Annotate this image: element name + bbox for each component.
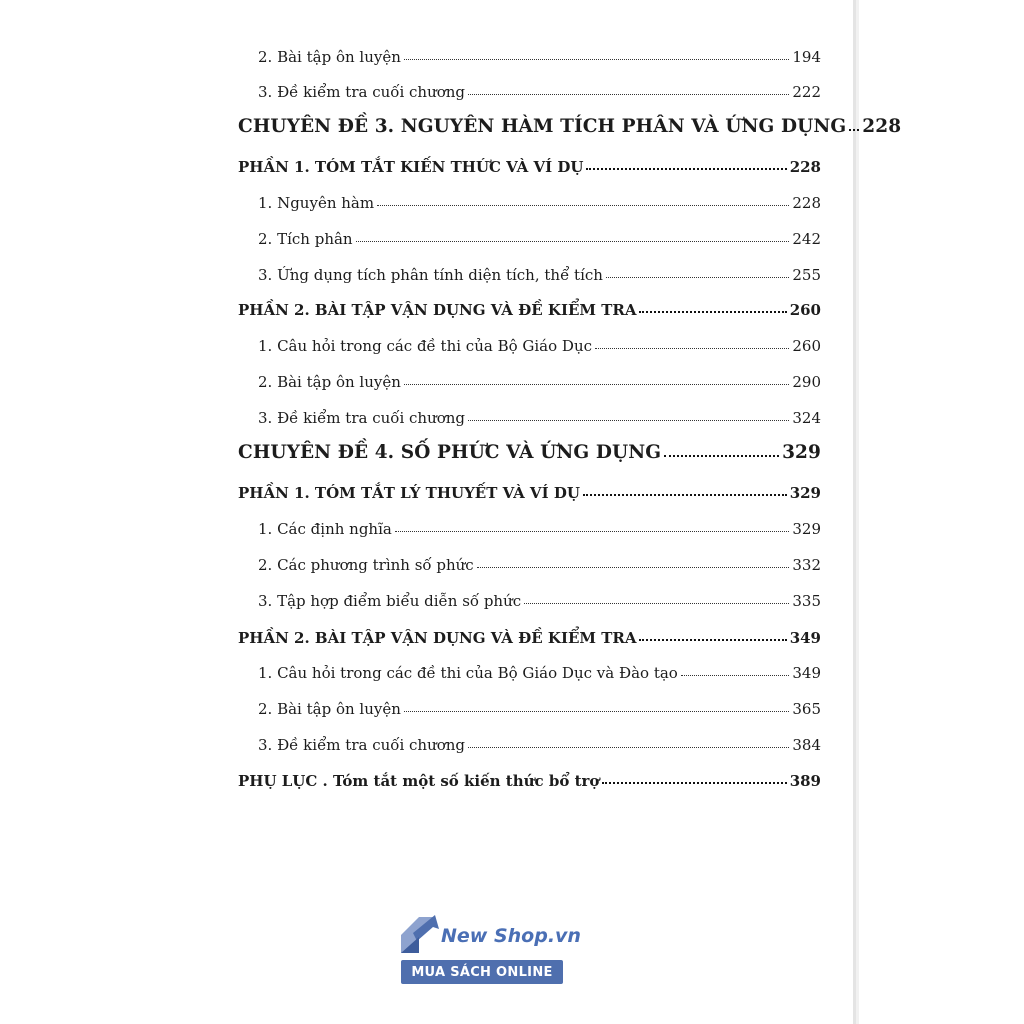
dot-leader [586, 168, 786, 170]
dot-leader [524, 603, 789, 604]
toc-page-number: 260 [792, 337, 821, 355]
dot-leader [377, 205, 789, 206]
toc-chapter-entry [238, 437, 821, 463]
toc-entry-label: CHUYÊN ĐỀ 3. NGUYÊN HÀM TÍCH PHÂN VÀ ỨNG DỤNG [238, 116, 847, 137]
toc-page-number: 329 [789, 484, 821, 502]
toc-page-number: 329 [792, 520, 821, 538]
toc-entry-label: 3. Đề kiểm tra cuối chương [258, 409, 466, 427]
toc-appendix-entry [238, 764, 821, 790]
toc-entry-label: PHẦN 2. BÀI TẬP VẬN DỤNG VÀ ĐỀ KIỂM TRA [238, 629, 637, 647]
toc-entry-label: PHẦN 1. TÓM TẮT KIẾN THỨC VÀ VÍ DỤ [238, 158, 584, 176]
toc-entry [258, 40, 821, 66]
dot-leader [356, 241, 790, 242]
toc-entry-label: 2. Bài tập ôn luyện [258, 373, 401, 391]
toc-entry-label: 1. Câu hỏi trong các đề thi của Bộ Giáo Dục [258, 337, 593, 355]
dot-leader [681, 675, 790, 676]
table-of-contents [165, 0, 902, 1024]
toc-page-number: 365 [792, 700, 821, 718]
toc-entry [258, 329, 821, 355]
dot-leader [395, 531, 790, 532]
brand-tagline-badge: MUA SÁCH ONLINE [401, 960, 563, 984]
dot-leader [595, 348, 789, 349]
toc-page-number: 222 [792, 83, 821, 101]
dot-leader [849, 129, 859, 131]
toc-page-number: 332 [792, 556, 821, 574]
toc-entry-label: 3. Tập hợp điểm biểu diễn số phức [258, 592, 522, 610]
toc-page-number: 260 [789, 301, 821, 319]
arrow-icon [401, 915, 439, 953]
toc-section-entry [238, 476, 821, 502]
toc-section-entry [238, 150, 821, 176]
toc-entry-label: 2. Các phương trình số phức [258, 556, 474, 574]
toc-page-number: 324 [792, 409, 821, 427]
toc-entry [258, 512, 821, 538]
dot-leader [404, 384, 789, 385]
toc-page-number: 255 [792, 266, 821, 284]
toc-page-number: 228 [792, 194, 821, 212]
toc-entry-label: 2. Bài tập ôn luyện [258, 48, 401, 66]
toc-page-number: 228 [862, 116, 902, 137]
dot-leader [468, 747, 789, 748]
toc-entry-label: 1. Nguyên hàm [258, 194, 375, 212]
toc-entry [258, 692, 821, 718]
toc-entry [258, 401, 821, 427]
toc-page-number: 349 [789, 629, 821, 647]
toc-entry [258, 365, 821, 391]
toc-entry-label: PHẦN 2. BÀI TẬP VẬN DỤNG VÀ ĐỀ KIỂM TRA [238, 301, 637, 319]
toc-entry [258, 548, 821, 574]
toc-page-number: 384 [792, 736, 821, 754]
toc-entry [258, 186, 821, 212]
dot-leader [468, 94, 789, 95]
toc-section-entry [238, 293, 821, 319]
toc-page-number: 335 [792, 592, 821, 610]
toc-page-number: 242 [792, 230, 821, 248]
toc-entry-label: 2. Bài tập ôn luyện [258, 700, 401, 718]
toc-entry [258, 656, 821, 682]
toc-page-number: 290 [792, 373, 821, 391]
toc-entry-label: CHUYÊN ĐỀ 4. SỐ PHỨC VÀ ỨNG DỤNG [238, 442, 662, 463]
dot-leader [606, 277, 789, 278]
dot-leader [583, 494, 787, 496]
toc-entry [258, 728, 821, 754]
toc-entry-label: PHẦN 1. TÓM TẮT LÝ THUYẾT VÀ VÍ DỤ [238, 484, 580, 502]
dot-leader [468, 420, 789, 421]
toc-page-number: 228 [789, 158, 821, 176]
toc-page-number: 194 [792, 48, 821, 66]
toc-page-number: 349 [792, 664, 821, 682]
toc-entry [258, 222, 821, 248]
toc-chapter-entry [238, 111, 902, 137]
dot-leader [639, 639, 786, 641]
toc-entry [258, 75, 821, 101]
toc-entry-label: 3. Đề kiểm tra cuối chương [258, 736, 466, 754]
toc-page-number: 389 [789, 772, 821, 790]
toc-section-entry [238, 621, 821, 647]
dot-leader [664, 455, 779, 457]
dot-leader [404, 59, 789, 60]
book-page [165, 0, 902, 1024]
toc-entry-label: 1. Các định nghĩa [258, 520, 392, 538]
brand-name: New Shop.vn [441, 925, 581, 947]
toc-entry-label: 2. Tích phân [258, 230, 353, 248]
dot-leader [477, 567, 790, 568]
toc-entry-label: 3. Đề kiểm tra cuối chương [258, 83, 466, 101]
toc-page-number: 329 [782, 442, 821, 463]
dot-leader [602, 782, 786, 784]
toc-entry-label: 3. Ứng dụng tích phân tính diện tích, thể tích [258, 266, 603, 284]
toc-entry-label: 1. Câu hỏi trong các đề thi của Bộ Giáo Dục và Đào tạo [258, 664, 678, 682]
dot-leader [639, 311, 786, 313]
toc-entry [258, 258, 821, 284]
dot-leader [404, 711, 789, 712]
toc-entry [258, 584, 821, 610]
toc-entry-label: PHỤ LỤC . Tóm tắt một số kiến thức bổ trợ [238, 772, 600, 790]
